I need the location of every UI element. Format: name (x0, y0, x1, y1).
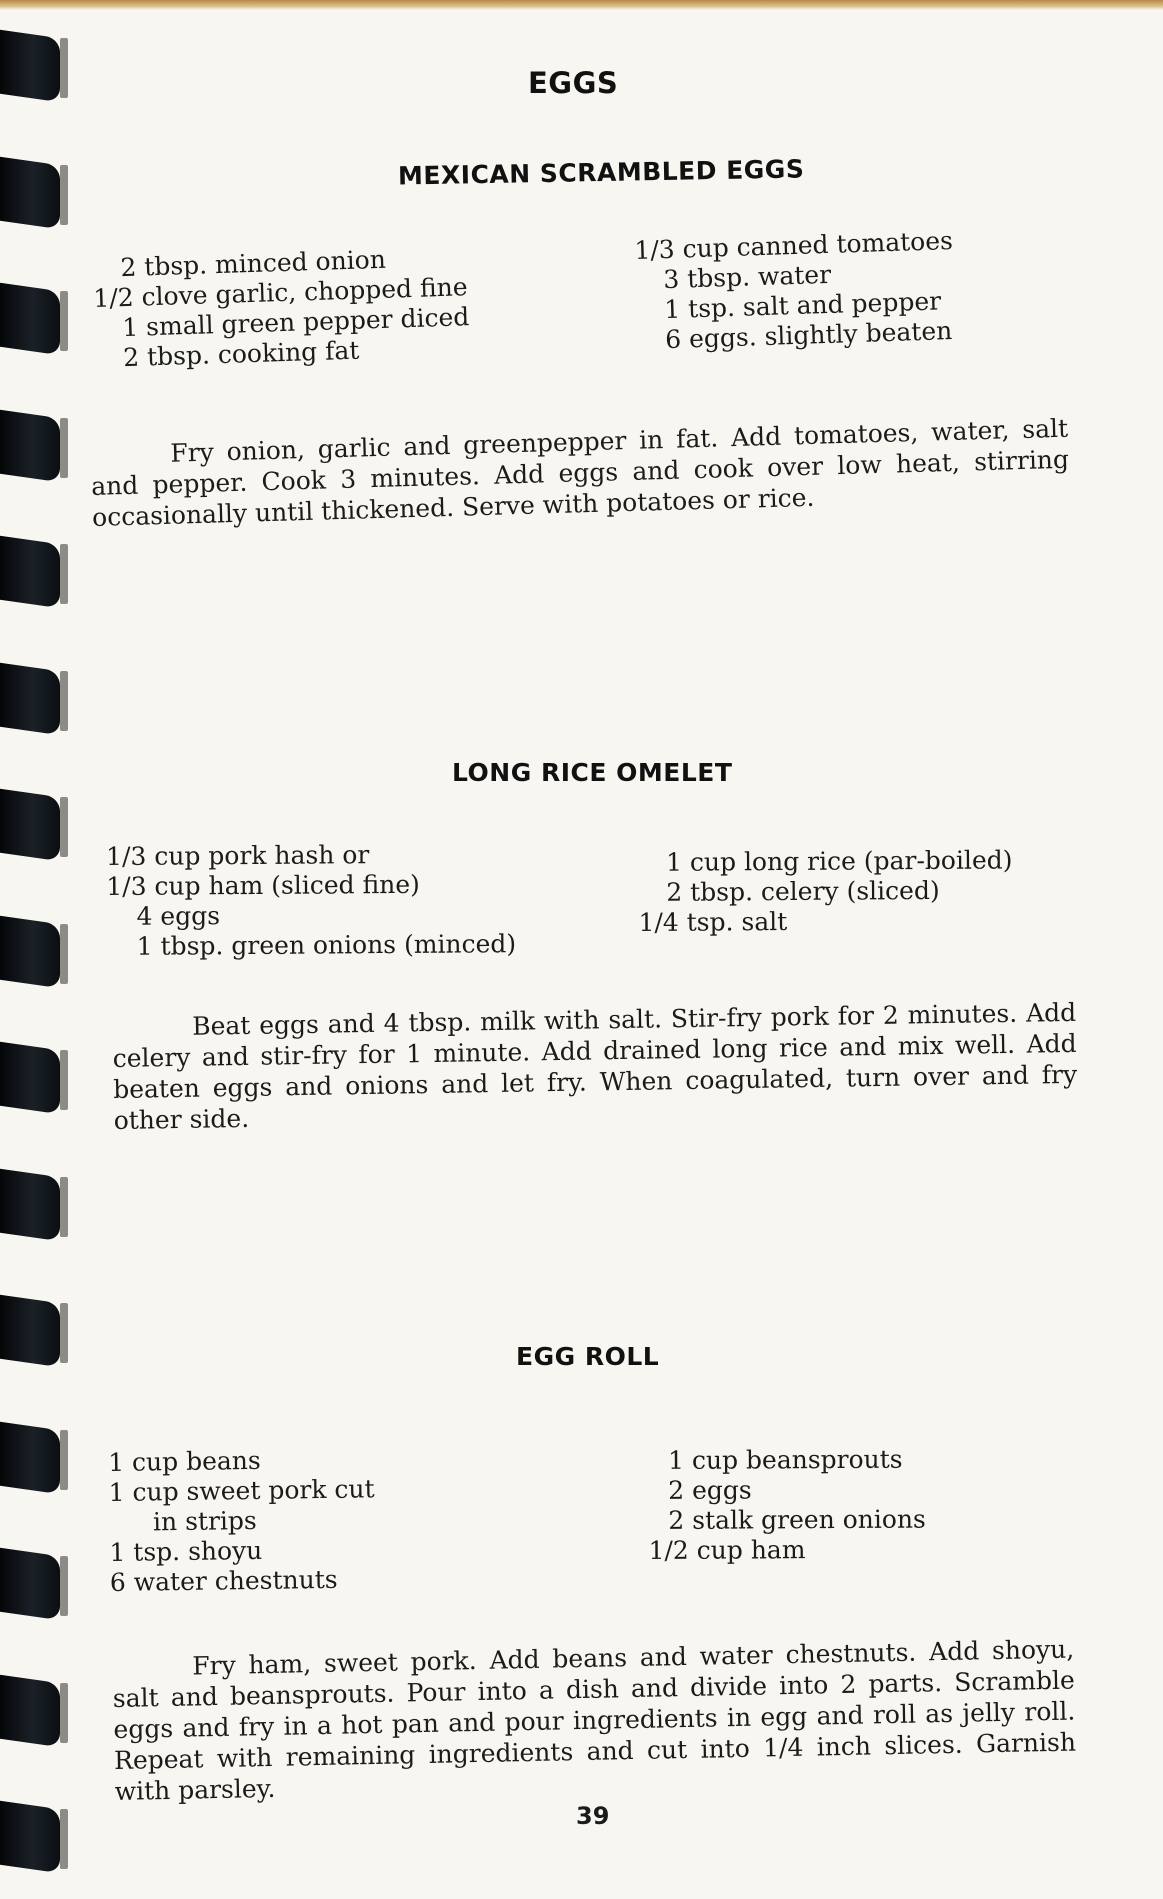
ingredient-item: in strips (152, 1505, 257, 1537)
ingredient-item: 1/2 clove garlic, chopped fine (92, 272, 468, 313)
recipe-title-egg-roll: EGG ROLL (516, 1342, 660, 1371)
ingredient-item: 1/3 cup canned tomatoes (634, 225, 954, 265)
ingredient-item: 1 cup beans (108, 1445, 261, 1477)
recipe-title-mexican-scrambled-eggs: MEXICAN SCRAMBLED EGGS (397, 154, 805, 191)
ingredient-item: 2 stalk green onions (668, 1504, 926, 1535)
recipe-title-long-rice-omelet: LONG RICE OMELET (452, 758, 733, 787)
directions-egg-roll: Fry ham, sweet pork. Add beans and water chestnuts. Add shoyu, salt and beansprouts. Pour into a dish and divide into 2 parts. Scramble eggs and fry in a hot pan and pour ingredients in egg and roll as jelly roll. Repeat with remaining ingredients and cut into 1/4 inch slices. Garnish with parsley. (112, 1634, 1077, 1806)
ingredient-item: 4 eggs (136, 901, 221, 931)
ingredient-item: 2 tbsp. cooking fat (122, 335, 360, 373)
directions-mexican-scrambled-eggs: Fry onion, garlic and greenpepper in fat. Add tomatoes, water, salt and pepper. Cook 3 minutes. Add eggs and cook over low heat, stirring occasionally until thickened. Serve with potatoes or rice. (90, 413, 1070, 532)
ingredient-item: 1 tbsp. green onions (minced) (136, 929, 517, 961)
ingredient-item: 6 water chestnuts (109, 1564, 338, 1597)
ingredients-left-mexican-scrambled-eggs (92, 242, 471, 374)
ingredient-item: 1 cup long rice (par-boiled) (665, 845, 1013, 877)
page-number: 39 (576, 1802, 610, 1830)
ingredient-item: 1/2 cup ham (648, 1535, 806, 1565)
ingredients-right-egg-roll (648, 1445, 926, 1566)
ingredient-item: 1/4 tsp. salt (638, 906, 788, 937)
ingredient-item: 2 tbsp. minced onion (119, 244, 387, 283)
ingredient-item: 1/3 cup ham (sliced fine) (106, 869, 420, 901)
ingredients-left-long-rice-omelet (106, 839, 516, 962)
ingredient-item: 1 tsp. shoyu (109, 1535, 263, 1567)
ingredient-item: 1 cup sweet pork cut (108, 1474, 375, 1507)
ingredients-right-mexican-scrambled-eggs (634, 226, 956, 356)
ingredients-right-long-rice-omelet (638, 845, 1013, 938)
ingredient-item: 1 tsp. salt and pepper (663, 286, 942, 325)
ingredient-item: 2 tbsp. celery (sliced) (666, 875, 940, 907)
directions-long-rice-omelet: Beat eggs and 4 tbsp. milk with salt. Stir-fry pork for 2 minutes. Add celery and stir-fry for 1 minute. Add drained long rice and mix well. Add beaten eggs and onions and let fry. When coagulated, turn over and fry other side. (112, 997, 1078, 1135)
ingredient-item: 3 tbsp. water (662, 259, 832, 295)
ingredient-item: 1 small green pepper diced (121, 302, 470, 343)
page-title: EGGS (528, 66, 619, 100)
ingredient-item: 6 eggs. slightly beaten (664, 316, 953, 355)
ingredients-left-egg-roll (108, 1444, 376, 1598)
ingredient-item: 1 cup beansprouts (667, 1444, 903, 1475)
ingredient-item: 2 eggs (668, 1475, 752, 1505)
ingredient-item: 1/3 cup pork hash or (106, 840, 370, 871)
